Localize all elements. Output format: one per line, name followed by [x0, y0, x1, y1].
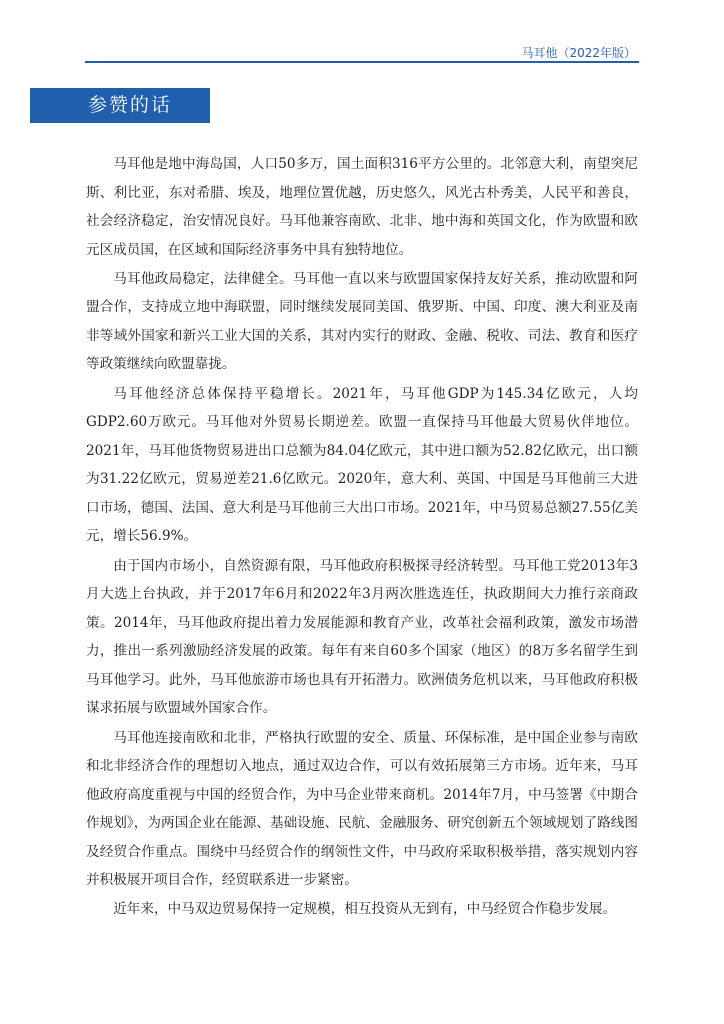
paragraph: 马耳他是地中海岛国，人口50多万，国土面积316平方公里的。北邻意大利，南望突尼斯、利比亚，东对希腊、埃及，地理位置优越，历史悠久，风光古朴秀美，人民平和善良，社会经济稳定，治安情况良好。马耳他兼容南欧、北非、地中海和英国文化，作为欧盟和欧元区成员国，在区域和国际经济事务中具有独特地位。 — [86, 156, 638, 258]
section-title-banner: 参赞的话 — [30, 88, 210, 123]
body-text — [86, 150, 638, 925]
paragraph: 马耳他连接南欧和北非，严格执行欧盟的安全、质量、环保标准，是中国企业参与南欧和北非经济合作的理想切入地点，通过双边合作，可以有效拓展第三方市场。近年来，马耳他政府高度重视与中国的经贸合作，为中马企业带来商机。2014年7月，中马签署《中期合作规划》，为两国企业在能源、基础设施、民航、金融服务、研究创新五个领域规划了路线图及经贸合作重点。围绕中马经贸合作的纲领性文件，中马政府采取积极举措，落实规划内容并积极展开项目合作，经贸联系进一步紧密。 — [86, 729, 638, 889]
paragraph: 马耳他政局稳定，法律健全。马耳他一直以来与欧盟国家保持友好关系，推动欧盟和阿盟合作，支持成立地中海联盟，同时继续发展同美国、俄罗斯、中国、印度、澳大利亚及南非等域外国家和新兴工业大国的关系，其对内实行的财政、金融、税收、司法、教育和医疗等政策继续向欧盟靠拢。 — [86, 270, 638, 373]
header-divider — [85, 61, 639, 63]
paragraph: 马耳他经济总体保持平稳增长。2021年，马耳他GDP为145.34亿欧元，人均GDP2.60万欧元。马耳他对外贸易长期逆差。欧盟一直保持马耳他最大贸易伙伴地位。2021年，马耳他货物贸易进出口总额为84.04亿欧元，其中进口额为52.82亿欧元，出口额为31.22亿欧元，贸易逆差21.6亿欧元。2020年，意大利、英国、中国是马耳他前三大进口市场，德国、法国、意大利是马耳他前三大出口市场。2021年，中马贸易总额27.55亿美元，增长56.9%。 — [86, 385, 638, 545]
paragraph: 近年来，中马双边贸易保持一定规模，相互投资从无到有，中马经贸合作稳步发展。 — [113, 901, 617, 918]
running-header-title: 马耳他（2022年版） — [521, 46, 636, 60]
paragraph: 由于国内市场小，自然资源有限，马耳他政府积极探寻经济转型。马耳他工党2013年3月大选上台执政，并于2017年6月和2022年3月两次胜选连任，执政期间大力推行亲商政策。2014年，马耳他政府提出着力发展能源和教育产业，改革社会福利政策，激发市场潜力，推出一系列激励经济发展的政策。每年有来自60多个国家（地区）的8万多名留学生到马耳他学习。此外，马耳他旅游市场也具有开拓潜力。欧洲债务危机以来，马耳他政府积极谋求拓展与欧盟域外国家合作。 — [86, 557, 638, 717]
